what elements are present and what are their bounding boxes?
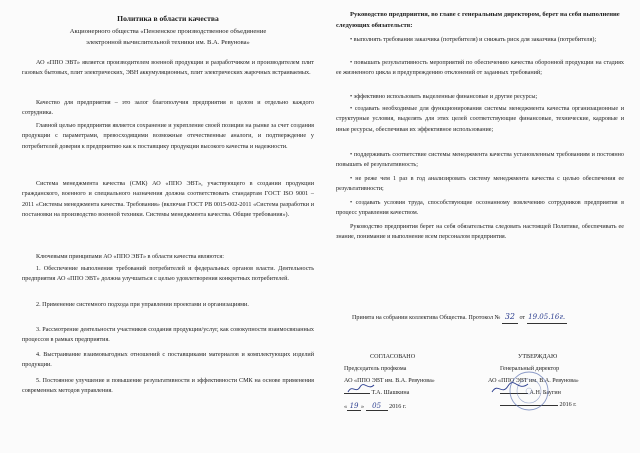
principle-item: 2. Применение системного подхода при управлении проектами и организациями. xyxy=(36,302,249,308)
document-page: Политика в области качества Акционерного общества «Пензенское производственное объединение электронной вычислительной техники им. В.А. Ревунова» АО «ППО ЭВТ» является производителем военной продукции и разработчиком и производителем плит газовых бытовых, плит электрических, ЭВН аккумуляционных, плит электрических жарочных встраиваемых. Качество для предприятия – это залог благополучия предприятия в целом и отдельно каждого сотрудника. Главной целью предприятия является сохранение и укрепление своей позиции на рынке за счет создания продукции с параметрами, превосходящими возможные отечественные аналоги, и подтверждение у потребителей доверия к предприятию как к поставщику продукции высокого качества и надежности. Система менеджмента качества (СМК) АО «ППО ЭВТ», участвующего в создании продукции гражданского, военного и специального назначения должна соответствовать стандартам ГОСТ ISO 9001 – 2011 «Системы менеджмента качества. Требования» (включая ГОСТ РВ 0015-002-2011 «Система разработки и постановки на производство военной техники. Системы менеджмента качества. Общие требования»). Ключевыми принципами АО «ППО ЭВТ» в области качества являются: 1. Обеспечение выполнения требований потребителей и федеральных органов власти. Деятельность предприятия АО «ППО ЭВТ» должна улучшаться с целью удовлетворения конкретных потребителей. 2. Применение системного подхода при управлении проектами и организациями. 3. Рассмотрение деятельности участников создания продукции/услуг, как совокупности взаимосвязанных процессов в рамках предприятия. 4. Выстраивание взаимовыгодных отношений с поставщиками материалов и комплектующих изделий продукции. 5. Постоянное улучшение и повышение результативности и эффективности СМК на основе применения современных методов управления. Руководство предприятия, во главе с генеральным директором, берет на себя выполнение следующих обязательств: • выполнять требования заказчика (потребителя) и снижать риск для заказчика (потребителя); • повышать результативность мероприятий по обеспечению качества оборонной продукции на стадиях ее жизненного цикла и предупреждению отклонений от заданных требований; • эффективно использовать выделенные финансовые и другие ресурсы; • создавать необходимые для функционирования системы менеджмента качества организационные и структурные условия, выделять для этих целей соответствующие финансовые, технические, кадровые и иные ресурсы, обеспечивая их эффективное использование; • поддерживать соответствие системы менеджмента качества установленным требованиям и постоянно повышать её результативность; • не реже чем 1 раз в год анализировать систему менеджмента качества с целью обеспечения ее результативности; • создавать условия труда, способствующие осознанному вовлечению сотрудников предприятия в процесс управления качеством. Руководство предприятия берет на себя обязательства следовать настоящей Политике, обеспечивать ее знание, понимание и выполнение всем персоналом предприятия. Принята на собрании коллектива Общества. Протокол № 32 от 19.05.16г. СОГЛАСОВАНО Председатель профкома АО «ППО ЭВТ им. В.А. Ревунова» Т.А. Шашкина « 19 » 05 2016 г. УТВЕРЖДАЮ Генеральный директор АО «ППО ЭВТ им. В.А. Ревунова» А.Н. Баугин 2016 г. xyxy=(0,0,640,453)
obligation-item: • выполнять требования заказчика (потребителя) и снижать риск для заказчика (потребителя); xyxy=(350,37,597,43)
agreed-org: АО «ППО ЭВТ им. В.А. Ревунова» xyxy=(344,378,435,384)
subtitle-line-2: электронной вычислительной техники им. В.А. Ревунова» xyxy=(86,39,250,46)
approve-signature xyxy=(490,380,530,398)
agreed-title: СОГЛАСОВАНО xyxy=(370,354,416,360)
adoption-line xyxy=(352,312,567,324)
obligation-item: • эффективно использовать выделенные финансовые и другие ресурсы; xyxy=(350,94,538,100)
paragraph-qms: Система менеджмента качества (СМК) АО «ППО ЭВТ», участвующего в создании продукции гражданского, военного и специального назначения должна соответствовать стандартам ГОСТ ISO 9001 – 2011 «Системы менеджмента качества. Требования» (включая ГОСТ РВ 0015-002-2011 «Система разработки и постановки на производство военной техники. Системы менеджмента качества. Общие требования»). xyxy=(22,181,314,219)
paragraph-producer: АО «ППО ЭВТ» является производителем военной продукции и разработчиком и производителем плит газовых бытовых, плит электрических, ЭВН аккумуляционных, плит электрических жарочных встраиваемых. xyxy=(22,60,314,77)
agreed-day: 19 xyxy=(349,402,359,410)
obligation-item: • поддерживать соответствие системы менеджмента качества установленным требованиям и постоянно повышать её результативность; xyxy=(336,152,624,169)
obligations-heading: Руководство предприятия, во главе с генеральным директором, берет на себя выполнение следующих обязательств: xyxy=(336,11,620,29)
adoption-from: от xyxy=(519,315,526,321)
adoption-text: Принята на собрании коллектива Общества. Протокол № xyxy=(352,315,501,321)
obligation-item: • повышать результативность мероприятий по обеспечению качества оборонной продукции на стадиях ее жизненного цикла и предупреждению отклонений от заданных требований; xyxy=(336,60,624,77)
obligation-item: • не реже чем 1 раз в год анализировать систему менеджмента качества с целью обеспечения ее результативности; xyxy=(336,176,624,193)
approve-year: 2016 г. xyxy=(559,402,577,408)
approve-position: Генеральный директор xyxy=(500,366,560,372)
protocol-date: 19.05.16г. xyxy=(528,313,566,321)
obligation-item: • создавать условия труда, способствующие осознанному вовлечению сотрудников предприятия в процесс управления качеством. xyxy=(336,200,624,217)
agreed-position: Председатель профкома xyxy=(344,366,407,372)
agreed-year: 2016 г. xyxy=(389,404,407,410)
paragraph-main-goal: Главной целью предприятия является сохранение и укрепление своей позиции на рынке за счет создания продукции с параметрами, превосходящими возможные отечественные аналоги, и подтверждение у потребителей доверия к предприятию как к поставщику продукции высокого качества и надежности. xyxy=(22,123,314,150)
subtitle-line-1: Акционерного общества «Пензенское производственное объединение xyxy=(69,28,267,35)
approve-title: УТВЕРЖДАЮ xyxy=(518,354,558,360)
agreed-signature xyxy=(346,382,376,396)
protocol-number: 32 xyxy=(504,312,516,321)
principle-item: 5. Постоянное улучшение и повышение результативности и эффективности СМК на основе применения современных методов управления. xyxy=(22,378,314,395)
obligation-item: • создавать необходимые для функционирования системы менеджмента качества организационные и структурные условия, выделять для этих целей соответствующие финансовые, технические, кадровые и иные ресурсы, обеспечивая их эффективное использование; xyxy=(336,106,624,133)
document-title: Политика в области качества xyxy=(117,14,219,23)
approve-org: АО «ППО ЭВТ им. В.А. Ревунова» xyxy=(488,378,579,384)
agreed-name: Т.А. Шашкина xyxy=(371,390,410,396)
agreed-month: 05 xyxy=(372,402,382,410)
principle-item: 3. Рассмотрение деятельности участников создания продукции/услуг, как совокупности взаимосвязанных процессов в рамках предприятия. xyxy=(22,327,314,344)
principle-item: 1. Обеспечение выполнения требований потребителей и федеральных органов власти. Деятельность предприятия АО «ППО ЭВТ» должна улучшаться с целью удовлетворения конкретных потребителей. xyxy=(22,266,314,283)
principle-item: 4. Выстраивание взаимовыгодных отношений с поставщиками материалов и комплектующих изделий продукции. xyxy=(22,352,314,369)
principles-intro: Ключевыми принципами АО «ППО ЭВТ» в области качества являются: xyxy=(36,254,224,260)
closing-paragraph: Руководство предприятия берет на себя обязательства следовать настоящей Политике, обеспечивать ее знание, понимание и выполнение всем персоналом предприятия. xyxy=(336,224,624,241)
approve-name: А.Н. Баугин xyxy=(529,390,561,396)
paragraph-quality: Качество для предприятия – это залог благополучия предприятия в целом и отдельно каждого сотрудника. xyxy=(22,100,314,117)
